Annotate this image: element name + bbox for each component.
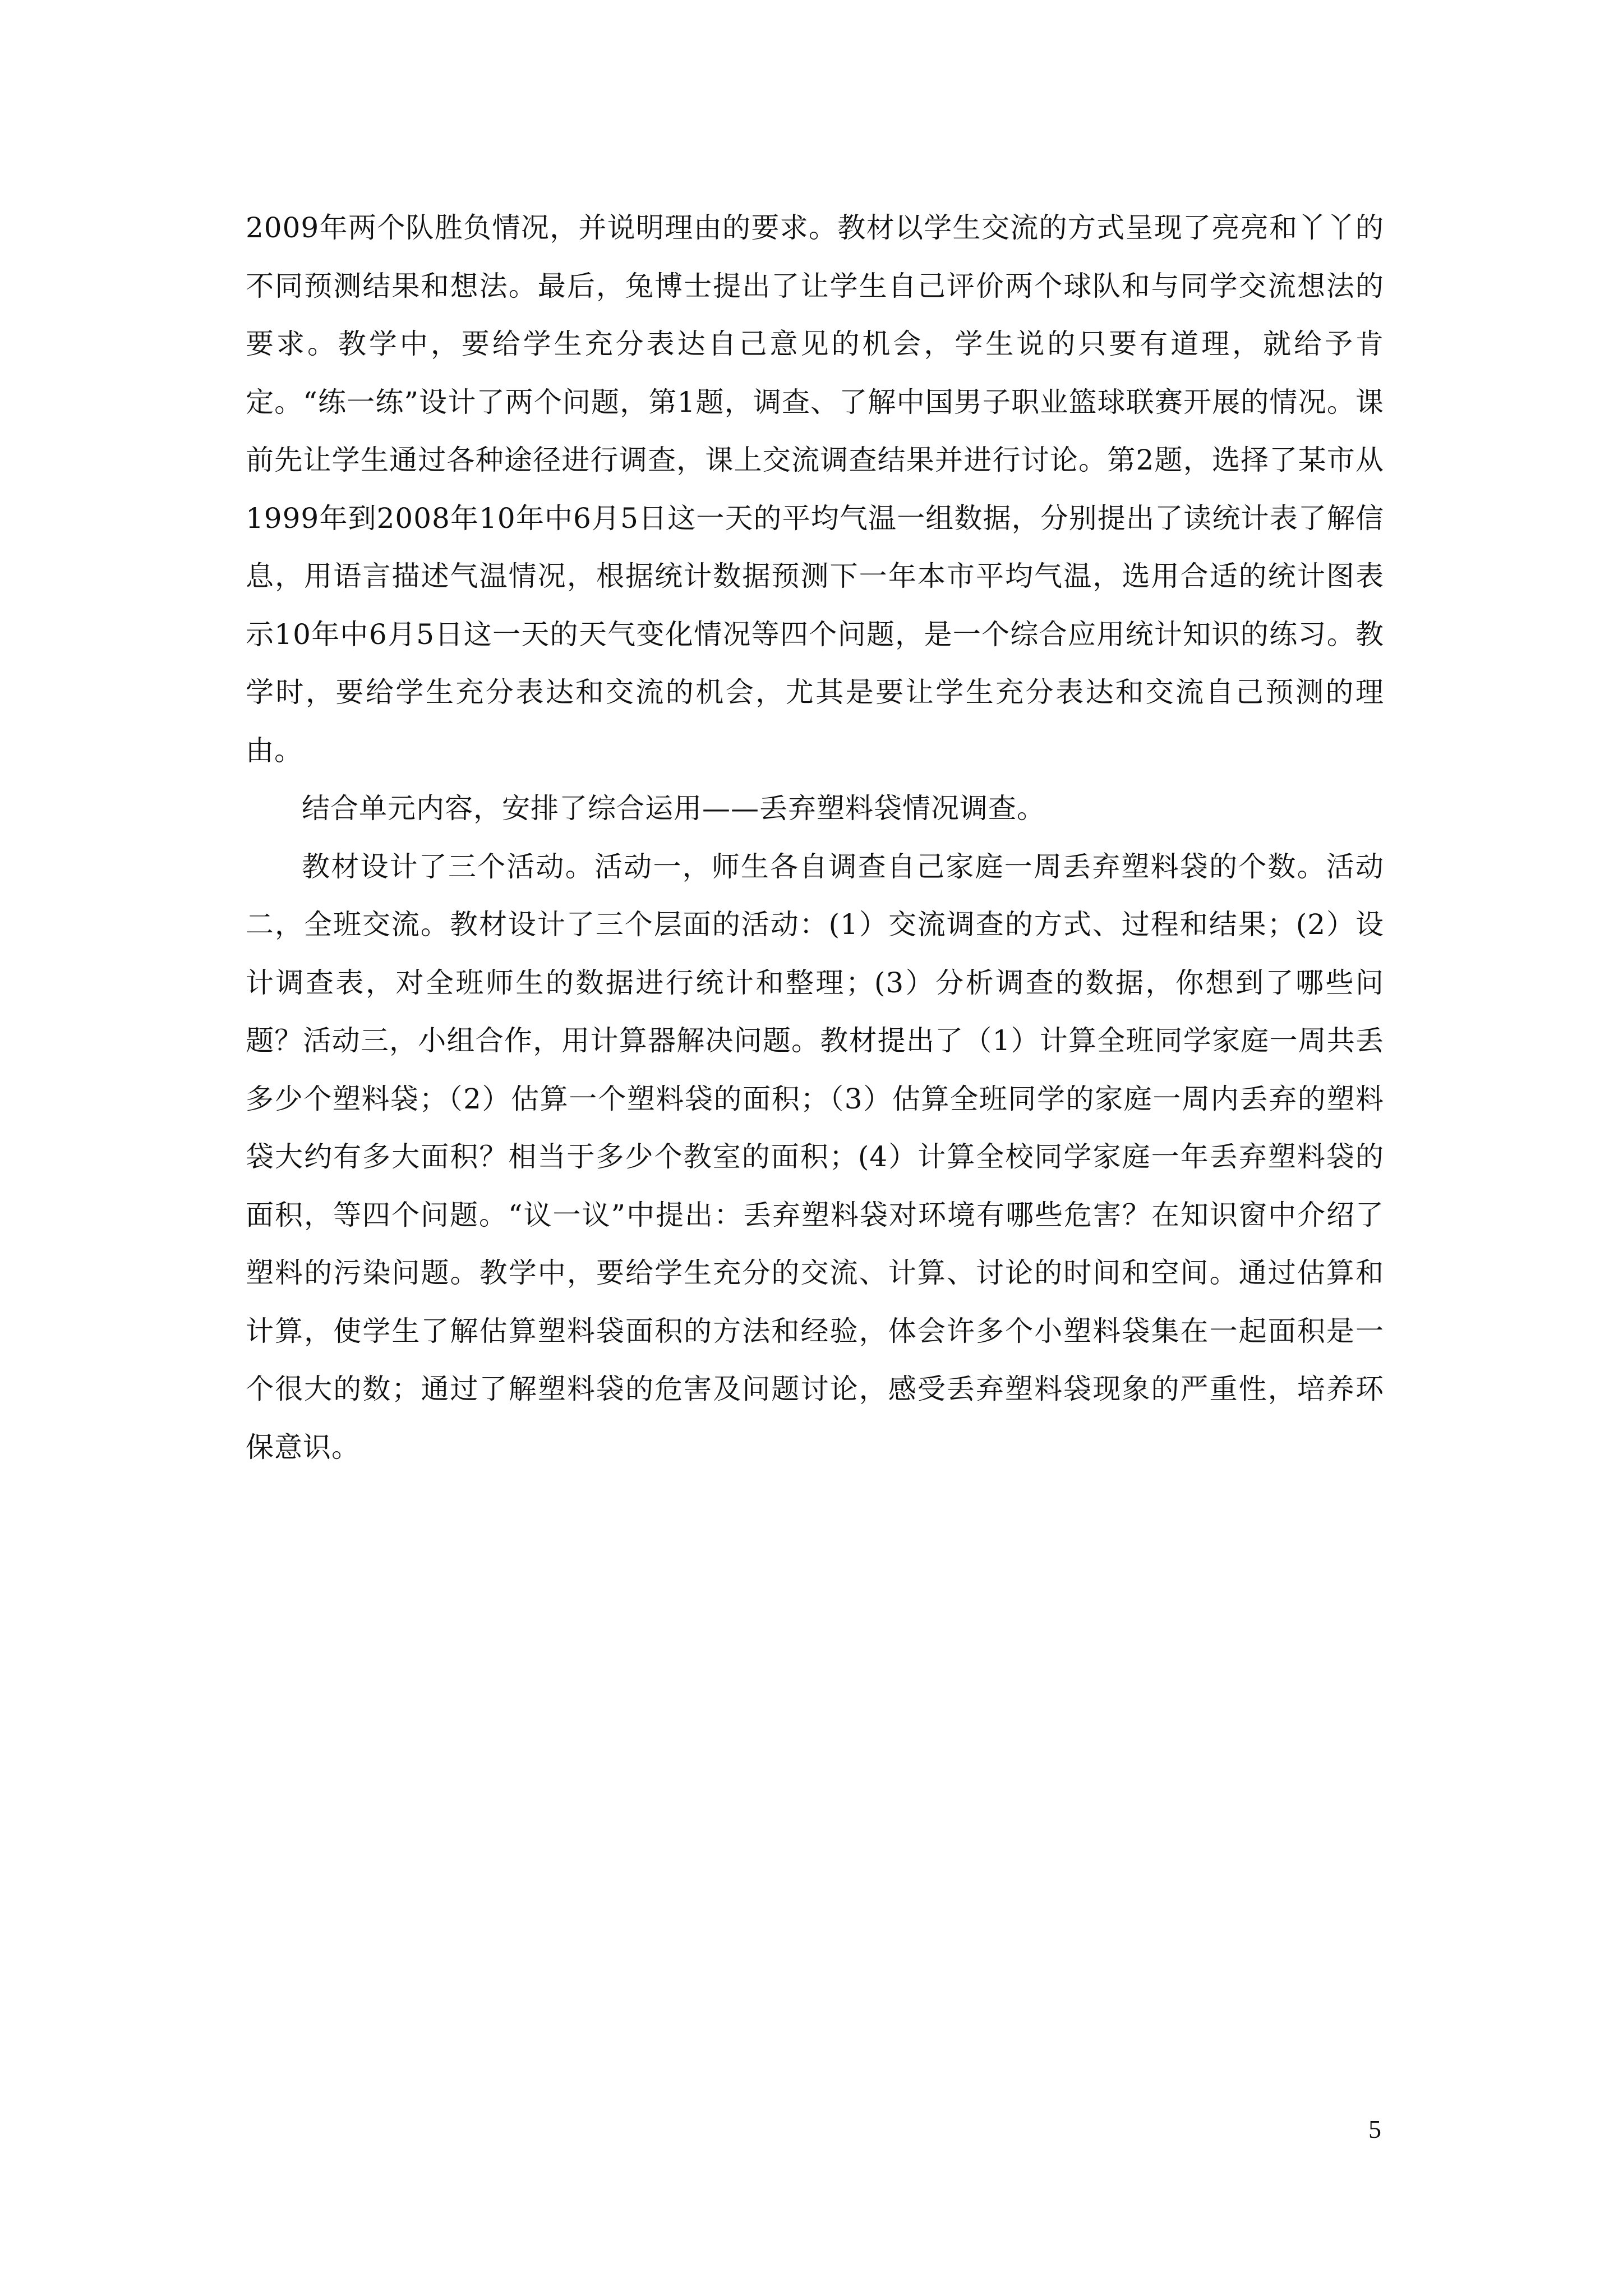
paragraph-activities: 教材设计了三个活动。活动一，师生各自调查自己家庭一周丢弃塑料袋的个数。活动二，全班交流。教材设计了三个层面的活动：(1）交流调查的方式、过程和结果；(2）设计调查表，对全班师生的数据进行统计和整理；(3）分析调查的数据，你想到了哪些问题？活动三，小组合作，用计算器解决问题。教材提出了（1）计算全班同学家庭一周共丢多少个塑料袋；（2）估算一个塑料袋的面积；（3）估算全班同学的家庭一周内丢弃的塑料袋大约有多大面积？相当于多少个教室的面积；(4）计算全校同学家庭一年丢弃塑料袋的面积，等四个问题。“议一议”中提出：丢弃塑料袋对环境有哪些危害？在知识窗中介绍了塑料的污染问题。教学中，要给学生充分的交流、计算、讨论的时间和空间。通过估算和计算，使学生了解估算塑料袋面积的方法和经验，体会许多个小塑料袋集在一起面积是一个很大的数；通过了解塑料袋的危害及问题讨论，感受丢弃塑料袋现象的严重性，培养环保意识。	[246, 850, 1384, 1464]
paragraph-continuation: 2009年两个队胜负情况，并说明理由的要求。教材以学生交流的方式呈现了亮亮和丫丫的不同预测结果和想法。最后，兔博士提出了让学生自己评价两个球队和与同学交流想法的要求。教学中，要给学生充分表达自己意见的机会，学生说的只要有道理，就给予肯定。“练一练”设计了两个问题，第1题，调查、了解中国男子职业篮球联赛开展的情况。课前先让学生通过各种途径进行调查，课上交流调查结果并进行讨论。第2题，选择了某市从1999年到2008年10年中6月5日这一天的平均气温一组数据，分别提出了读统计表了解信息，用语言描述气温情况，根据统计数据预测下一年本市平均气温，选用合适的统计图表示10年中6月5日这一天的天气变化情况等四个问题，是一个综合应用统计知识的练习。教学时，要给学生充分表达和交流的机会，尤其是要让学生充分表达和交流自己预测的理由。	[246, 211, 1384, 767]
body-text	[246, 199, 1384, 1476]
paragraph-comprehensive-use: 结合单元内容，安排了综合运用——丢弃塑料袋情况调查。	[302, 792, 1045, 825]
page-number: 5	[1368, 2115, 1381, 2143]
